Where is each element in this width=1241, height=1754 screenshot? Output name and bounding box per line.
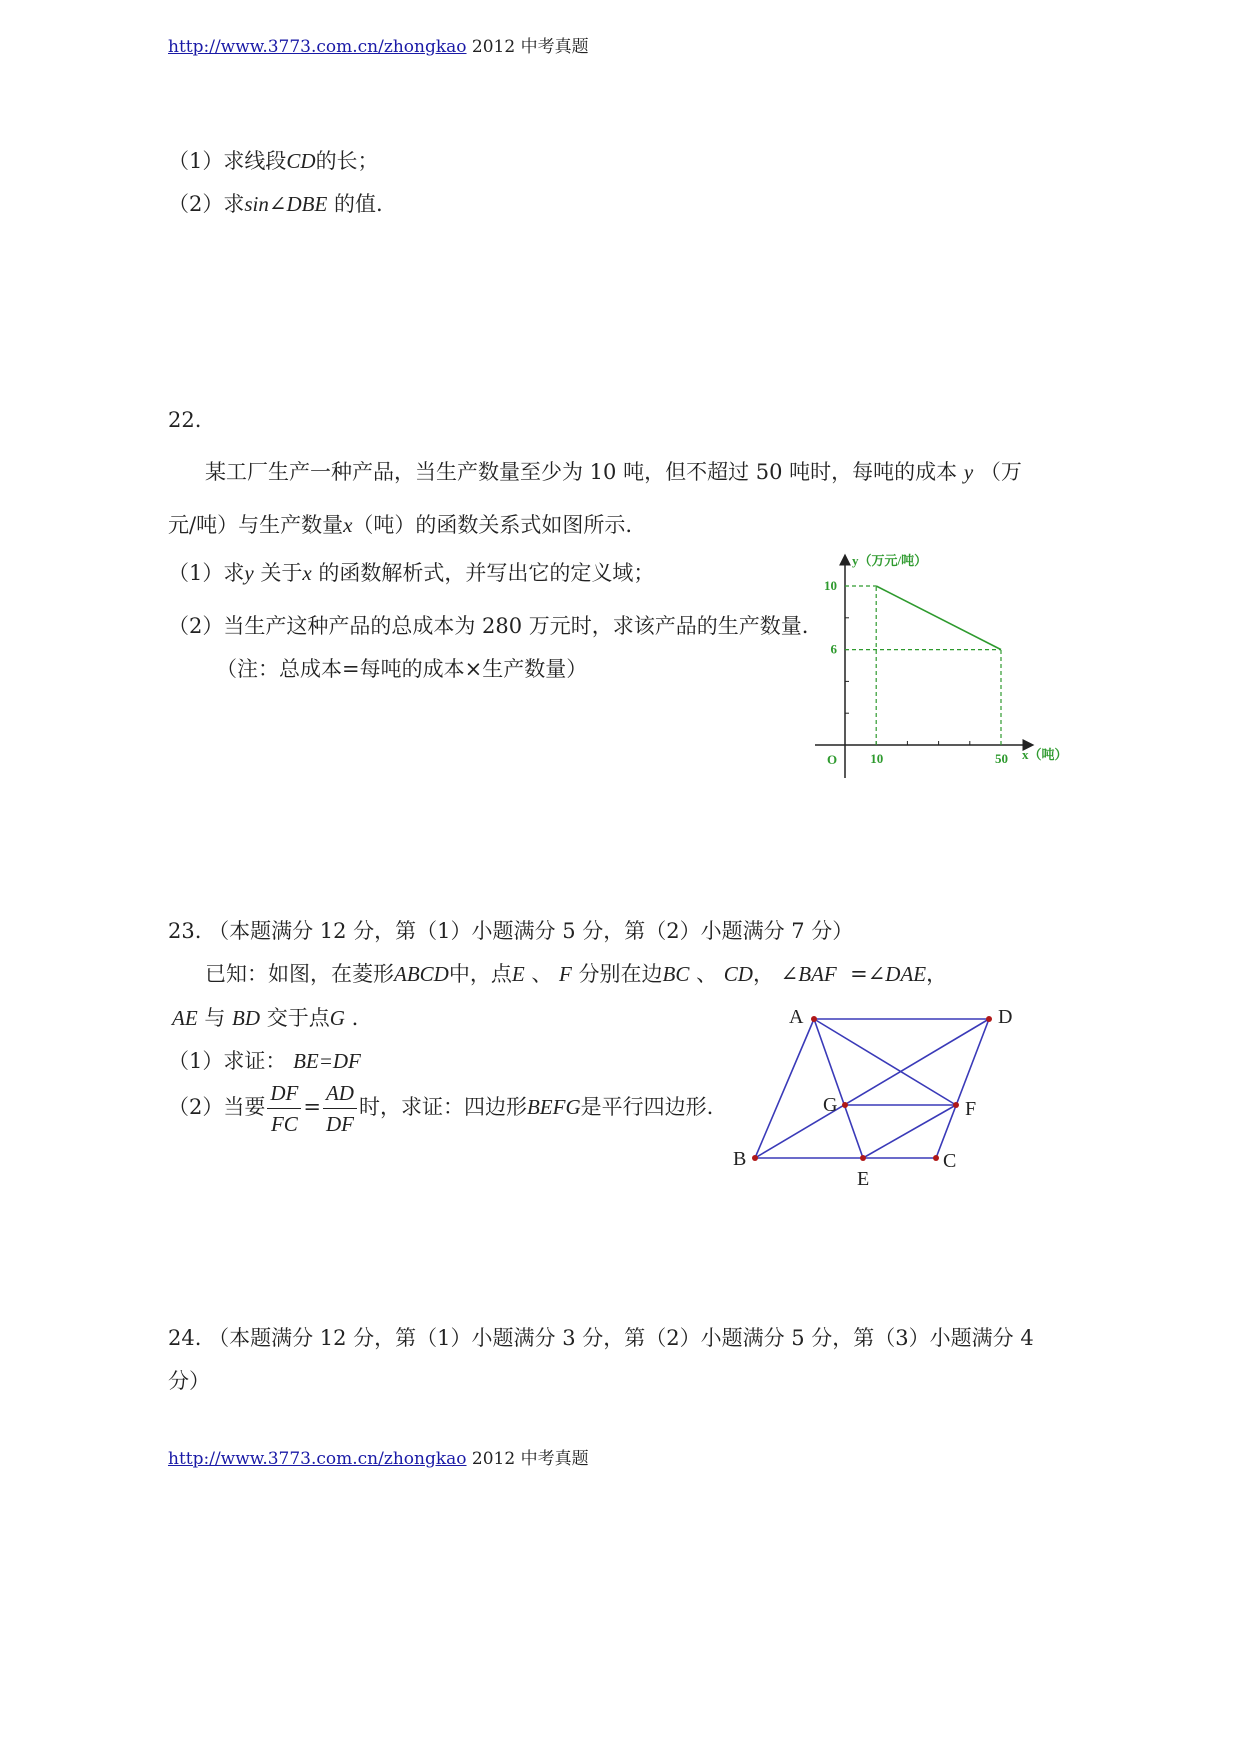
- x-tick-label: 10: [870, 751, 884, 766]
- label-e: E: [857, 1168, 870, 1190]
- q23-stem-line1: 已知：如图，在菱形ABCD中，点E 、 F 分别在边BC 、 CD， ∠BAF =∠DAE，: [205, 962, 948, 986]
- footer-suffix: 2012 中考真题: [471, 1449, 589, 1469]
- q23-figure: [725, 995, 1025, 1200]
- q23-header: 23. （本题满分 12 分，第（1）小题满分 5 分，第（2）小题满分 7 分）: [168, 919, 854, 943]
- y-axis-label: y（万元/吨）: [852, 553, 928, 568]
- x-axis-label: x（吨）: [1022, 747, 1068, 762]
- q22-stem-line1: 某工厂生产一种产品，当生产数量至少为 10 吨，但不超过 50 吨时，每吨的成本 y （万: [205, 460, 1022, 484]
- series-line: [876, 586, 1001, 650]
- fraction-ad-df: $\frac{AD}{DF}$: [323, 1078, 357, 1139]
- segment-bd: [755, 1019, 989, 1158]
- page-footer: [168, 1444, 589, 1469]
- point-f: [953, 1102, 959, 1108]
- q22-chart: [800, 540, 1090, 790]
- q22-number: 22.: [168, 408, 202, 432]
- y-tick-label: 6: [830, 641, 837, 657]
- segment-ae: [814, 1019, 863, 1158]
- header-link[interactable]: http://www.3773.com.cn/zhongkao: [168, 37, 467, 57]
- q23-stem-line2: AE 与 BD 交于点G .: [172, 1006, 359, 1030]
- q22-part1: （1）求y 关于x 的函数解析式，并写出它的定义域；: [168, 561, 655, 585]
- page-header: [168, 32, 589, 57]
- y-tick-label: 10: [824, 578, 837, 593]
- point-e: [860, 1155, 866, 1161]
- fraction-df-fc: $\frac{DF}{FC}$: [267, 1078, 301, 1139]
- label-f: F: [965, 1098, 977, 1120]
- q22-stem-line2: 元/吨）与生产数量x（吨）的函数关系式如图所示.: [168, 513, 633, 537]
- footer-link[interactable]: http://www.3773.com.cn/zhongkao: [168, 1449, 467, 1469]
- segment-af: [814, 1019, 956, 1105]
- edge-ba: [755, 1019, 814, 1158]
- q24-header-line1: 24. （本题满分 12 分，第（1）小题满分 3 分，第（2）小题满分 5 分，第（3）小题满分 4: [168, 1326, 1034, 1350]
- label-d: D: [998, 1006, 1013, 1028]
- label-a: A: [789, 1006, 804, 1028]
- point-b: [752, 1155, 758, 1161]
- q23-part2: （2）当要 $\frac{DF}{FC}$ = $\frac{AD}{DF}$ 时，求证：四边形BEFG是平行四边形.: [168, 1078, 713, 1139]
- point-g: [842, 1102, 848, 1108]
- label-g: G: [823, 1094, 838, 1116]
- q21-part2: （2）求sin∠DBE 的值.: [168, 192, 383, 216]
- origin-label: O: [827, 752, 838, 767]
- q22-note: （注：总成本=每吨的成本×生产数量）: [216, 657, 588, 681]
- point-a: [811, 1016, 817, 1022]
- x-tick-label: 50: [995, 751, 1008, 766]
- point-d: [986, 1016, 992, 1022]
- q23-part1: （1）求证： BE=DF: [168, 1049, 361, 1073]
- q21-part1: （1）求线段CD的长；: [168, 149, 379, 173]
- q22-part2: （2）当生产这种产品的总成本为 280 万元时，求该产品的生产数量.: [168, 614, 809, 638]
- q24-header-line2: 分）: [168, 1369, 210, 1393]
- label-c: C: [943, 1150, 957, 1172]
- label-b: B: [733, 1148, 747, 1170]
- header-suffix: 2012 中考真题: [471, 37, 589, 57]
- edge-dc: [936, 1019, 989, 1158]
- point-c: [933, 1155, 939, 1161]
